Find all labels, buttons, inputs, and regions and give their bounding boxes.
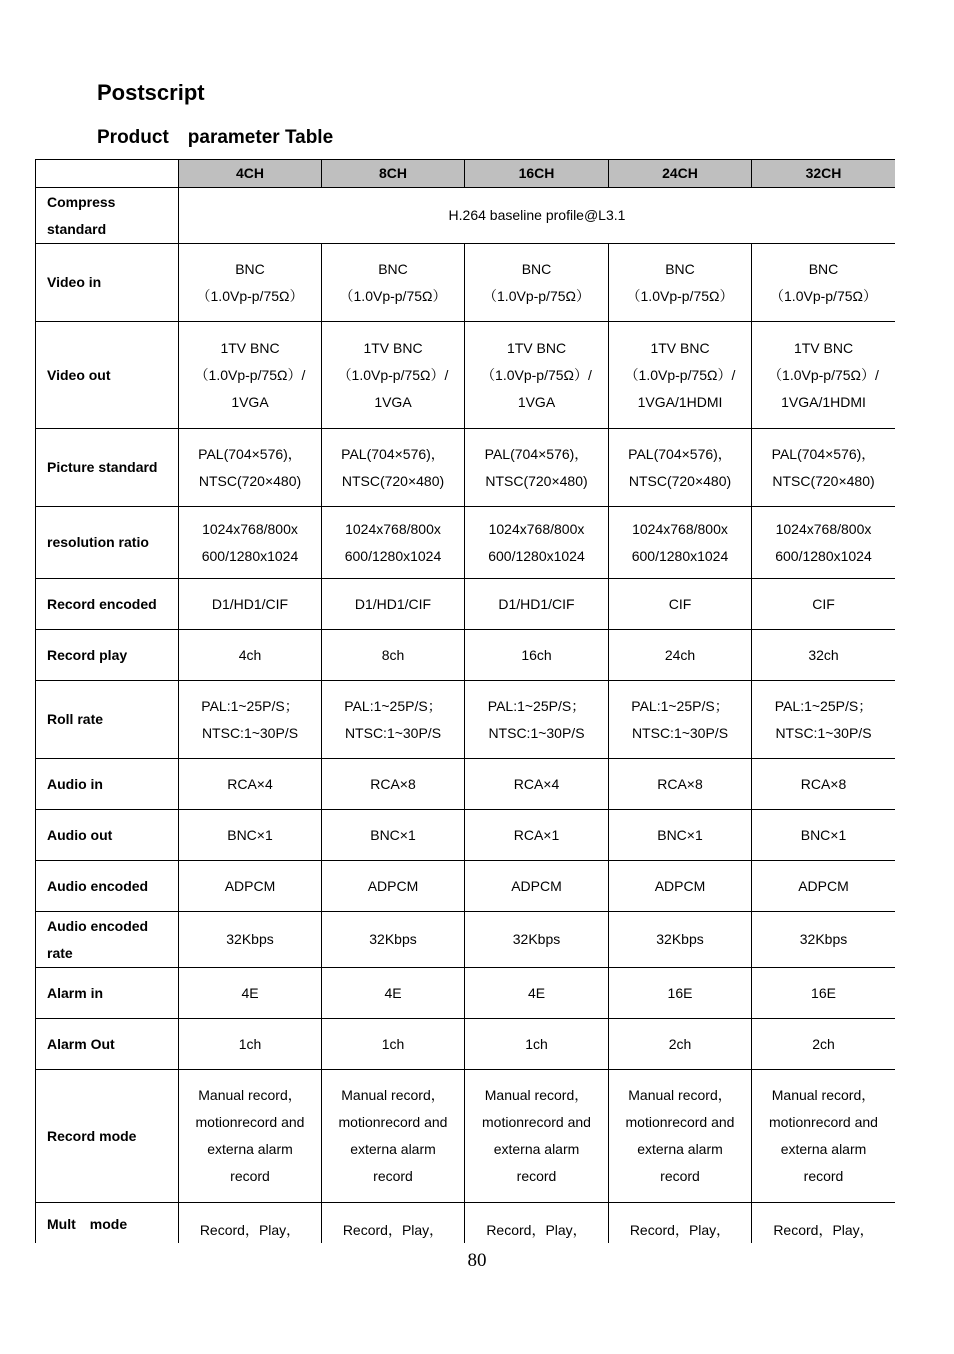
table-cell: 1ch <box>465 1019 609 1070</box>
table-row <box>36 759 896 810</box>
column-header: 24CH <box>609 160 752 188</box>
table-cell: Record，Play， <box>179 1203 322 1244</box>
table-cell: Record，Play， <box>609 1203 752 1244</box>
table-cell: 4E <box>179 968 322 1019</box>
table-cell: 1ch <box>322 1019 465 1070</box>
table-row <box>36 630 896 681</box>
table-cell: H.264 baseline profile@L3.1 <box>179 188 896 244</box>
table-cell: RCA×8 <box>609 759 752 810</box>
table-cell: 4E <box>465 968 609 1019</box>
table-cell: Manual record， motionrecord and externa alarm record <box>465 1070 609 1203</box>
table-cell: CIF <box>609 579 752 630</box>
table-cell: ADPCM <box>465 861 609 912</box>
row-label: Picture standard <box>36 429 179 507</box>
table-cell: Record，Play， <box>322 1203 465 1244</box>
table-cell: 1024x768/800x 600/1280x1024 <box>609 507 752 579</box>
table-row <box>36 429 896 507</box>
table-row <box>36 681 896 759</box>
table-cell: 24ch <box>609 630 752 681</box>
table-cell: 32ch <box>752 630 896 681</box>
table-cell: BNC （1.0Vp-p/75Ω） <box>179 244 322 322</box>
table-cell: RCA×4 <box>465 759 609 810</box>
table-cell: Manual record， motionrecord and externa alarm record <box>179 1070 322 1203</box>
table-row <box>36 244 896 322</box>
table-cell: 1024x768/800x 600/1280x1024 <box>465 507 609 579</box>
table-cell: 8ch <box>322 630 465 681</box>
table-cell: 32Kbps <box>609 912 752 968</box>
table-cell: ADPCM <box>609 861 752 912</box>
row-label: Audio in <box>36 759 179 810</box>
table-cell: CIF <box>752 579 896 630</box>
row-label: Video in <box>36 244 179 322</box>
table-cell: 1TV BNC （1.0Vp-p/75Ω）/ 1VGA <box>179 322 322 429</box>
table-row <box>36 1019 896 1070</box>
table-cell: 1024x768/800x 600/1280x1024 <box>179 507 322 579</box>
row-label: Record mode <box>36 1070 179 1203</box>
row-label: Alarm Out <box>36 1019 179 1070</box>
table-cell: 32Kbps <box>322 912 465 968</box>
table-cell: PAL:1~25P/S； NTSC:1~30P/S <box>179 681 322 759</box>
parameter-table <box>35 159 895 1243</box>
table-row <box>36 1203 896 1244</box>
table-cell: PAL(704×576)， NTSC(720×480) <box>465 429 609 507</box>
table-cell: Record，Play， <box>752 1203 896 1244</box>
table-cell: PAL:1~25P/S； NTSC:1~30P/S <box>609 681 752 759</box>
table-cell: RCA×4 <box>179 759 322 810</box>
table-cell: RCA×8 <box>752 759 896 810</box>
table-cell: Manual record， motionrecord and externa alarm record <box>752 1070 896 1203</box>
table-cell: D1/HD1/CIF <box>322 579 465 630</box>
table-cell: 4E <box>322 968 465 1019</box>
table-cell: BNC （1.0Vp-p/75Ω） <box>752 244 896 322</box>
table-cell: 1ch <box>179 1019 322 1070</box>
table-row <box>36 507 896 579</box>
column-header: 8CH <box>322 160 465 188</box>
table-cell: PAL(704×576)， NTSC(720×480) <box>179 429 322 507</box>
header-corner-cell <box>36 160 179 188</box>
column-header: 32CH <box>752 160 896 188</box>
table-cell: ADPCM <box>752 861 896 912</box>
table-cell: Record，Play， <box>465 1203 609 1244</box>
row-label: Audio encoded rate <box>36 912 179 968</box>
section-heading: Product parameter Table <box>97 127 334 148</box>
table-cell: BNC （1.0Vp-p/75Ω） <box>465 244 609 322</box>
table-cell: D1/HD1/CIF <box>179 579 322 630</box>
page-number: 80 <box>467 1250 487 1271</box>
table-cell: PAL:1~25P/S； NTSC:1~30P/S <box>322 681 465 759</box>
column-header: 16CH <box>465 160 609 188</box>
table-cell: PAL(704×576)， NTSC(720×480) <box>609 429 752 507</box>
table-cell: RCA×1 <box>465 810 609 861</box>
table-cell: Manual record， motionrecord and externa alarm record <box>609 1070 752 1203</box>
table-cell: BNC×1 <box>179 810 322 861</box>
table-cell: PAL:1~25P/S； NTSC:1~30P/S <box>465 681 609 759</box>
table-cell: BNC×1 <box>609 810 752 861</box>
table-cell: 1024x768/800x 600/1280x1024 <box>322 507 465 579</box>
table-cell: 16E <box>752 968 896 1019</box>
table-row <box>36 912 896 968</box>
row-label: Roll rate <box>36 681 179 759</box>
table-cell: PAL(704×576)， NTSC(720×480) <box>322 429 465 507</box>
table-row <box>36 810 896 861</box>
table-row <box>36 322 896 429</box>
row-label: Compress standard <box>36 188 179 244</box>
table-cell: 32Kbps <box>752 912 896 968</box>
table-cell: PAL(704×576)， NTSC(720×480) <box>752 429 896 507</box>
row-label: Audio out <box>36 810 179 861</box>
table-row <box>36 579 896 630</box>
table-cell: Manual record， motionrecord and externa alarm record <box>322 1070 465 1203</box>
table-cell: BNC×1 <box>752 810 896 861</box>
row-label: Record play <box>36 630 179 681</box>
table-row <box>36 188 896 244</box>
table-header-row <box>36 160 896 188</box>
table-cell: 32Kbps <box>465 912 609 968</box>
table-cell: 1024x768/800x 600/1280x1024 <box>752 507 896 579</box>
table-row <box>36 861 896 912</box>
table-cell: 32Kbps <box>179 912 322 968</box>
column-header: 4CH <box>179 160 322 188</box>
table-cell: 1TV BNC （1.0Vp-p/75Ω）/ 1VGA <box>465 322 609 429</box>
parameter-table-container <box>35 159 895 1243</box>
row-label: Alarm in <box>36 968 179 1019</box>
table-cell: PAL:1~25P/S； NTSC:1~30P/S <box>752 681 896 759</box>
row-label: Video out <box>36 322 179 429</box>
table-cell: 1TV BNC （1.0Vp-p/75Ω）/ 1VGA <box>322 322 465 429</box>
row-label: Audio encoded <box>36 861 179 912</box>
table-row <box>36 968 896 1019</box>
table-cell: 1TV BNC （1.0Vp-p/75Ω）/ 1VGA/1HDMI <box>752 322 896 429</box>
table-cell: BNC×1 <box>322 810 465 861</box>
table-cell: 2ch <box>609 1019 752 1070</box>
page-heading: Postscript <box>97 80 205 105</box>
table-cell: 16ch <box>465 630 609 681</box>
table-cell: 4ch <box>179 630 322 681</box>
table-cell: 16E <box>609 968 752 1019</box>
table-cell: BNC （1.0Vp-p/75Ω） <box>322 244 465 322</box>
row-label: resolution ratio <box>36 507 179 579</box>
table-cell: ADPCM <box>322 861 465 912</box>
row-label: Mult mode <box>36 1203 179 1244</box>
table-cell: 2ch <box>752 1019 896 1070</box>
table-cell: ADPCM <box>179 861 322 912</box>
table-cell: D1/HD1/CIF <box>465 579 609 630</box>
row-label: Record encoded <box>36 579 179 630</box>
table-row <box>36 1070 896 1203</box>
table-cell: 1TV BNC （1.0Vp-p/75Ω）/ 1VGA/1HDMI <box>609 322 752 429</box>
table-body <box>36 188 896 1244</box>
table-cell: RCA×8 <box>322 759 465 810</box>
table-cell: BNC （1.0Vp-p/75Ω） <box>609 244 752 322</box>
